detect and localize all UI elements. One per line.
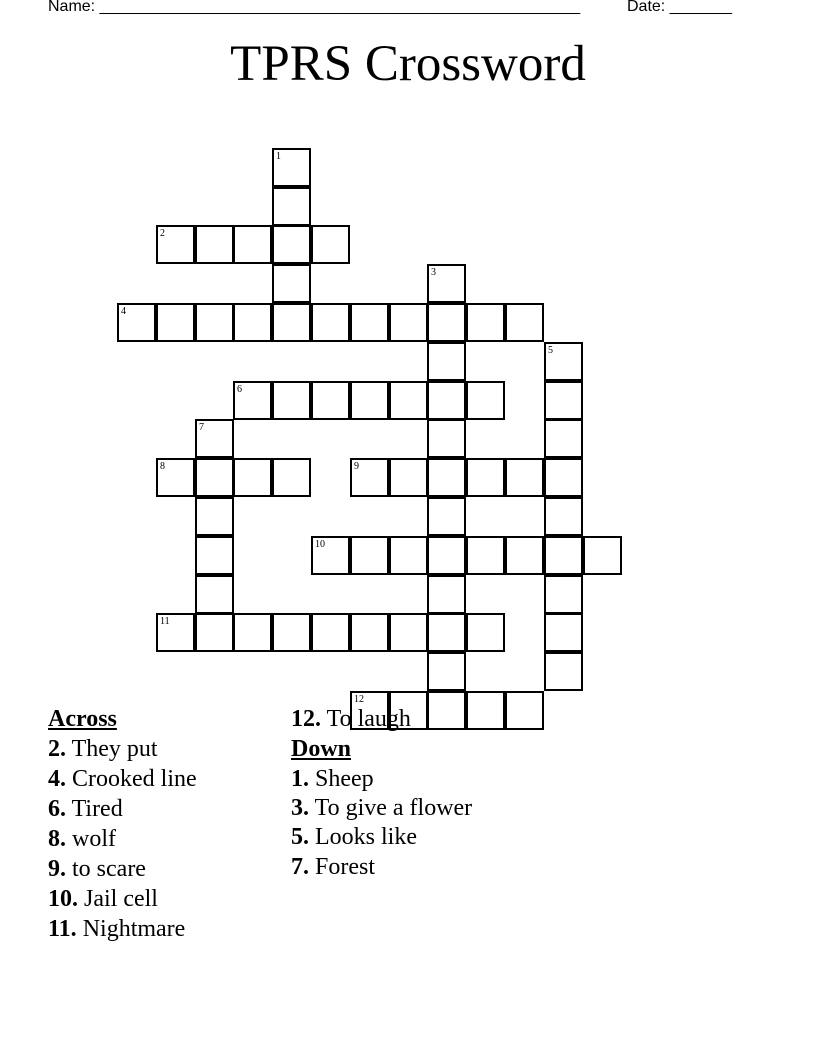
crossword-cell[interactable]: [311, 381, 350, 420]
crossword-cell[interactable]: [272, 264, 311, 303]
crossword-cell[interactable]: [272, 187, 311, 226]
name-field-label: Name: ______________________________________________________: [48, 0, 581, 15]
cell-number: 10: [315, 539, 325, 550]
across-clue: [48, 824, 284, 854]
crossword-cell[interactable]: [505, 691, 544, 730]
crossword-cell[interactable]: [427, 652, 466, 691]
crossword-cell[interactable]: [544, 536, 583, 575]
clue-number: 3.: [291, 795, 309, 821]
down-clue: [291, 852, 481, 882]
across-clue: [48, 914, 284, 944]
crossword-cell[interactable]: [544, 613, 583, 652]
crossword-cell[interactable]: [583, 536, 622, 575]
cell-number: 7: [199, 422, 204, 433]
clue-number: 11.: [48, 916, 77, 942]
crossword-cell[interactable]: [544, 497, 583, 536]
clue-text: Jail cell: [84, 886, 158, 912]
clue-number: 4.: [48, 766, 66, 792]
cell-number: 12: [354, 694, 364, 705]
clue-text: to scare: [72, 856, 146, 882]
clue-text: To give a flower: [314, 795, 473, 821]
clue-text: Nightmare: [82, 916, 186, 942]
crossword-cell[interactable]: [544, 381, 583, 420]
crossword-cell[interactable]: [544, 342, 583, 381]
crossword-cell[interactable]: [195, 497, 234, 536]
clues-column-right: [291, 704, 481, 882]
crossword-cell[interactable]: [466, 458, 505, 497]
crossword-cell[interactable]: [195, 225, 234, 264]
crossword-cell[interactable]: [350, 458, 389, 497]
clue-number: 10.: [48, 886, 78, 912]
crossword-cell[interactable]: [466, 613, 505, 652]
crossword-cell[interactable]: [233, 381, 272, 420]
clue-number: 7.: [291, 854, 309, 880]
crossword-cell[interactable]: [427, 536, 466, 575]
across-clue: [291, 704, 481, 734]
clue-text: Forest: [315, 854, 375, 880]
crossword-cell[interactable]: [389, 458, 428, 497]
crossword-cell[interactable]: [427, 497, 466, 536]
clue-text: Sheep: [315, 766, 374, 792]
crossword-cell[interactable]: [466, 381, 505, 420]
cell-number: 2: [160, 228, 165, 239]
crossword-cell[interactable]: [389, 303, 428, 342]
crossword-cell[interactable]: [233, 303, 272, 342]
across-clue: [48, 734, 284, 764]
crossword-cell[interactable]: [195, 536, 234, 575]
crossword-cell[interactable]: [272, 613, 311, 652]
crossword-cell[interactable]: [427, 264, 466, 303]
across-heading: Across: [48, 706, 117, 732]
clue-text: Tired: [71, 796, 123, 822]
across-clue: [48, 794, 284, 824]
crossword-cell[interactable]: [272, 381, 311, 420]
crossword-cell[interactable]: [350, 303, 389, 342]
crossword-cell[interactable]: [544, 652, 583, 691]
crossword-cell[interactable]: [350, 381, 389, 420]
crossword-cell[interactable]: [389, 536, 428, 575]
clue-number: 8.: [48, 826, 66, 852]
crossword-cell[interactable]: [350, 613, 389, 652]
crossword-cell[interactable]: [311, 536, 350, 575]
across-clue: [48, 884, 284, 914]
cell-number: 9: [354, 461, 359, 472]
cell-number: 1: [276, 151, 281, 162]
clue-number: 2.: [48, 736, 66, 762]
crossword-cell[interactable]: [156, 613, 195, 652]
crossword-cell[interactable]: [427, 303, 466, 342]
down-clue: [291, 822, 481, 852]
clue-number: 9.: [48, 856, 66, 882]
crossword-cell[interactable]: [389, 381, 428, 420]
crossword-cell[interactable]: [233, 613, 272, 652]
crossword-cell[interactable]: [195, 613, 234, 652]
across-clue: [48, 854, 284, 884]
across-clue: [48, 764, 284, 794]
crossword-cell[interactable]: [195, 575, 234, 614]
clue-number: 1.: [291, 766, 309, 792]
crossword-cell[interactable]: [427, 458, 466, 497]
crossword-cell[interactable]: [505, 458, 544, 497]
crossword-cell[interactable]: [117, 303, 156, 342]
crossword-cell[interactable]: [466, 303, 505, 342]
down-clue: [291, 764, 481, 794]
crossword-cell[interactable]: [272, 303, 311, 342]
crossword-cell[interactable]: [195, 458, 234, 497]
crossword-cell[interactable]: [272, 148, 311, 187]
clue-text: They put: [71, 736, 158, 762]
crossword-cell[interactable]: [427, 575, 466, 614]
crossword-cell[interactable]: [427, 613, 466, 652]
crossword-cell[interactable]: [272, 225, 311, 264]
crossword-cell[interactable]: [156, 458, 195, 497]
crossword-cell[interactable]: [195, 419, 234, 458]
crossword-cell[interactable]: [427, 381, 466, 420]
crossword-cell[interactable]: [311, 613, 350, 652]
clue-number: 5.: [291, 824, 309, 850]
cell-number: 6: [237, 384, 242, 395]
crossword-cell[interactable]: [311, 225, 350, 264]
crossword-cell[interactable]: [156, 225, 195, 264]
crossword-cell[interactable]: [466, 536, 505, 575]
clue-text: wolf: [72, 826, 116, 852]
crossword-cell[interactable]: [389, 613, 428, 652]
crossword-cell[interactable]: [544, 575, 583, 614]
crossword-cell[interactable]: [233, 458, 272, 497]
crossword-cell[interactable]: [544, 458, 583, 497]
crossword-cell[interactable]: [311, 303, 350, 342]
crossword-cell[interactable]: [156, 303, 195, 342]
cell-number: 11: [160, 616, 170, 627]
cell-number: 4: [121, 306, 126, 317]
clue-text: Looks like: [315, 824, 417, 850]
crossword-cell[interactable]: [505, 536, 544, 575]
crossword-cell[interactable]: [233, 225, 272, 264]
clue-number: 6.: [48, 796, 66, 822]
clue-text: To laugh: [326, 706, 411, 732]
down-clue: [291, 794, 481, 822]
clues-column-left: [48, 704, 284, 944]
crossword-cell[interactable]: [272, 458, 311, 497]
cell-number: 5: [548, 345, 553, 356]
clue-number: 12.: [291, 706, 321, 732]
crossword-cell[interactable]: [427, 342, 466, 381]
crossword-cell[interactable]: [544, 419, 583, 458]
crossword-cell[interactable]: [427, 419, 466, 458]
down-heading: Down: [291, 736, 352, 762]
date-field-label: Date: _______: [627, 0, 732, 15]
cell-number: 3: [431, 267, 436, 278]
crossword-cell[interactable]: [195, 303, 234, 342]
page-title: TPRS Crossword: [230, 36, 586, 92]
crossword-cell[interactable]: [505, 303, 544, 342]
clue-text: Crooked line: [72, 766, 197, 792]
crossword-cell[interactable]: [350, 536, 389, 575]
cell-number: 8: [160, 461, 165, 472]
